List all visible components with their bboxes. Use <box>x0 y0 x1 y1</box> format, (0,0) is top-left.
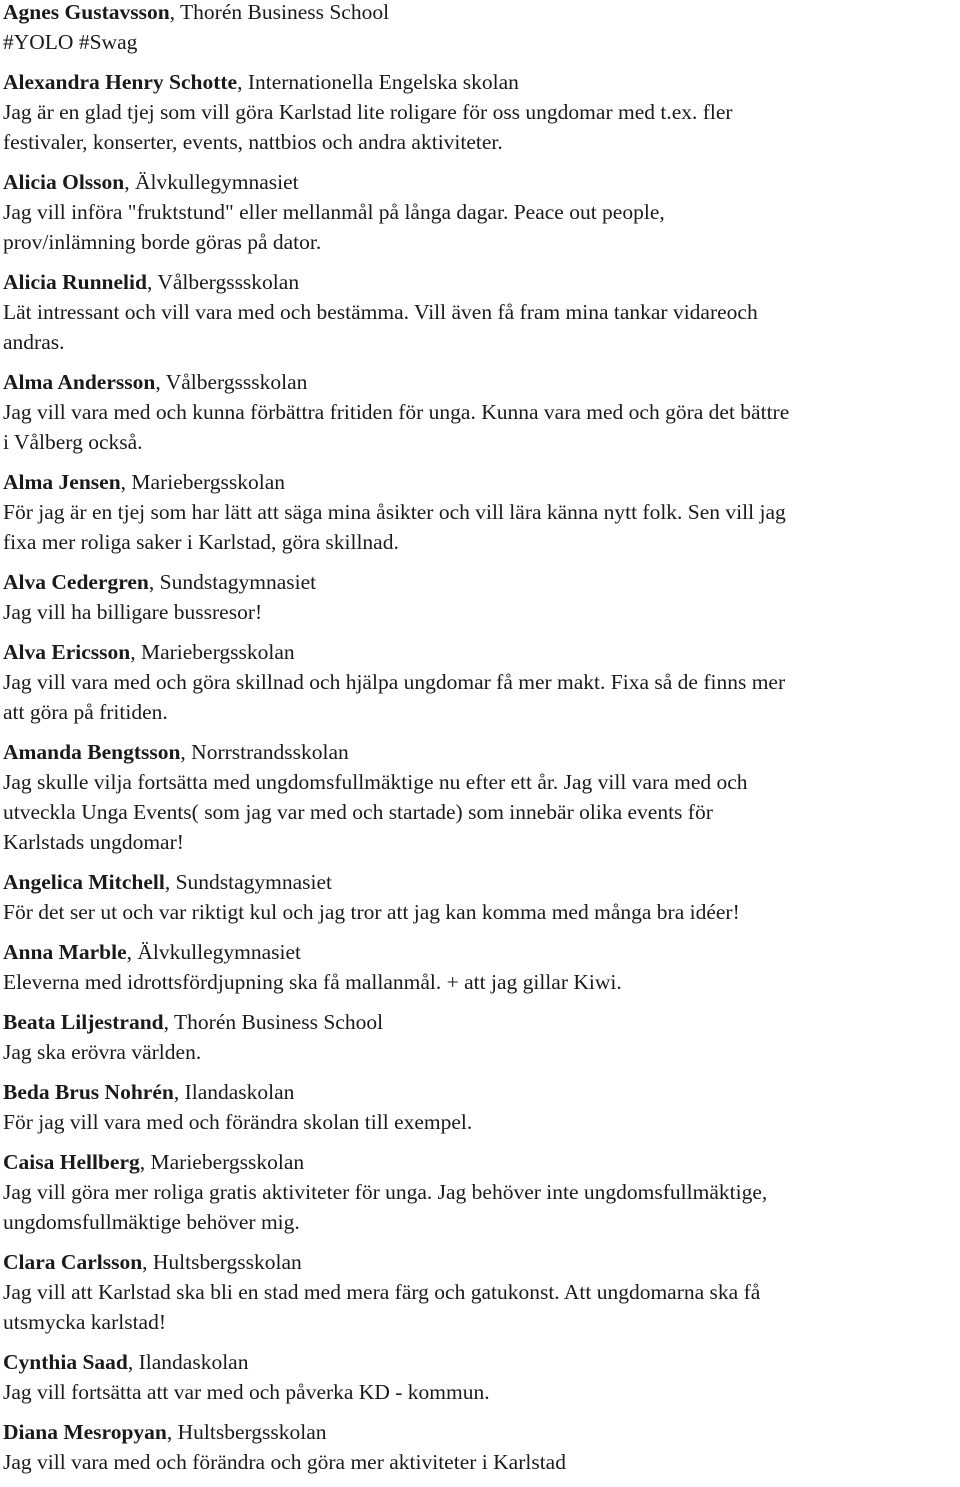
candidate-name: Alicia Olsson <box>3 170 125 194</box>
candidate-entry <box>3 637 958 727</box>
candidate-statement: Jag vill vara med och kunna förbättra fritiden för unga. Kunna vara med och göra det bättre i Vålberg också. <box>3 400 790 454</box>
candidate-entry <box>3 737 958 857</box>
candidate-statement: #YOLO #Swag <box>3 30 138 54</box>
candidate-school: Thorén Business School <box>174 1010 384 1034</box>
candidate-entry <box>3 1417 958 1477</box>
candidate-statement: Eleverna med idrottsfördjupning ska få mallanmål. + att jag gillar Kiwi. <box>3 970 622 994</box>
candidate-list <box>3 0 958 1487</box>
candidate-name: Alma Jensen <box>3 470 121 494</box>
candidate-statement: För jag vill vara med och förändra skolan till exempel. <box>3 1110 473 1134</box>
candidate-entry <box>3 1347 958 1407</box>
candidate-statement: Jag vill göra mer roliga gratis aktiviteter för unga. Jag behöver inte ungdomsfullmäktige, ungdomsfullmäktige behöver mig. <box>3 1180 768 1234</box>
candidate-name: Alma Andersson <box>3 370 156 394</box>
candidate-name: Alexandra Henry Schotte <box>3 70 238 94</box>
candidate-school: Sundstagymnasiet <box>159 570 317 594</box>
candidate-heading: Alicia Runnelid, Vålbergssskolan <box>3 270 300 294</box>
candidate-heading: Cynthia Saad, Ilandaskolan <box>3 1350 249 1374</box>
candidate-heading: Amanda Bengtsson, Norrstrandsskolan <box>3 740 349 764</box>
candidate-entry <box>3 0 958 57</box>
candidate-heading: Alva Ericsson, Mariebergsskolan <box>3 640 295 664</box>
candidate-heading: Alva Cedergren, Sundstagymnasiet <box>3 570 317 594</box>
candidate-name: Beda Brus Nohrén <box>3 1080 174 1104</box>
candidate-school: Internationella Engelska skolan <box>247 70 519 94</box>
candidate-statement: Jag är en glad tjej som vill göra Karlstad lite roligare för oss ungdomar med t.ex. fler festivaler, konserter, events, nattbios och andra aktiviteter. <box>3 100 733 154</box>
candidate-school: Mariebergsskolan <box>131 470 286 494</box>
candidate-school: Älvkullegymnasiet <box>135 170 299 194</box>
candidate-entry <box>3 1077 958 1137</box>
candidate-heading: Alma Jensen, Mariebergsskolan <box>3 470 286 494</box>
candidate-school: Älvkullegymnasiet <box>137 940 301 964</box>
candidate-school: Vålbergssskolan <box>157 270 300 294</box>
candidate-school: Hultsbergsskolan <box>177 1420 327 1444</box>
candidate-name: Anna Marble <box>3 940 127 964</box>
candidate-name: Alva Cedergren <box>3 570 149 594</box>
candidate-statement: Jag vill fortsätta att var med och påverka KD - kommun. <box>3 1380 490 1404</box>
candidate-heading: Angelica Mitchell, Sundstagymnasiet <box>3 870 333 894</box>
candidate-school: Ilandaskolan <box>138 1350 249 1374</box>
candidate-entry <box>3 467 958 557</box>
candidate-name: Angelica Mitchell <box>3 870 165 894</box>
candidate-school: Ilandaskolan <box>184 1080 295 1104</box>
candidate-entry <box>3 367 958 457</box>
candidate-name: Alicia Runnelid <box>3 270 147 294</box>
candidate-heading: Beda Brus Nohrén, Ilandaskolan <box>3 1080 295 1104</box>
candidate-entry <box>3 867 958 927</box>
candidate-entry <box>3 1247 958 1337</box>
candidate-heading: Alexandra Henry Schotte, Internationella Engelska skolan <box>3 70 519 94</box>
candidate-name: Beata Liljestrand <box>3 1010 164 1034</box>
candidate-heading: Caisa Hellberg, Mariebergsskolan <box>3 1150 305 1174</box>
candidate-statement: Jag ska erövra världen. <box>3 1040 202 1064</box>
candidate-statement: Lät intressant och vill vara med och bestämma. Vill även få fram mina tankar vidareoch andras. <box>3 300 758 354</box>
candidate-name: Clara Carlsson <box>3 1250 143 1274</box>
candidate-school: Sundstagymnasiet <box>175 870 333 894</box>
candidate-statement: Jag vill införa "fruktstund" eller mellanmål på långa dagar. Peace out people, prov/inlämning borde göras på dator. <box>3 200 665 254</box>
candidate-school: Mariebergsskolan <box>150 1150 305 1174</box>
candidate-heading: Diana Mesropyan, Hultsbergsskolan <box>3 1420 327 1444</box>
candidate-statement: Jag vill ha billigare bussresor! <box>3 600 263 624</box>
candidate-entry <box>3 1147 958 1237</box>
candidate-school: Vålbergssskolan <box>165 370 308 394</box>
candidate-statement: Jag vill att Karlstad ska bli en stad med mera färg och gatukonst. Att ungdomarna ska få utsmycka karlstad! <box>3 1280 761 1334</box>
candidate-entry <box>3 167 958 257</box>
candidate-statement: Jag vill vara med och göra skillnad och hjälpa ungdomar få mer makt. Fixa så de finns mer att göra på fritiden. <box>3 670 786 724</box>
candidate-entry <box>3 1007 958 1067</box>
candidate-school: Hultsbergsskolan <box>152 1250 302 1274</box>
candidate-statement: Jag vill vara med och förändra och göra mer aktiviteter i Karlstad <box>3 1450 566 1474</box>
candidate-statement: För jag är en tjej som har lätt att säga mina åsikter och vill lära känna nytt folk. Sen vill jag fixa mer roliga saker i Karlstad, göra skillnad. <box>3 500 786 554</box>
candidate-school: Thorén Business School <box>180 0 390 24</box>
candidate-heading: Clara Carlsson, Hultsbergsskolan <box>3 1250 302 1274</box>
candidate-entry <box>3 267 958 357</box>
candidate-name: Alva Ericsson <box>3 640 131 664</box>
candidate-entry <box>3 567 958 627</box>
candidate-statement: Jag skulle vilja fortsätta med ungdomsfullmäktige nu efter ett år. Jag vill vara med och utveckla Unga Events( som jag var med och startade) som innebär olika events för Karlstads ungdomar! <box>3 770 748 854</box>
candidate-heading: Alicia Olsson, Älvkullegymnasiet <box>3 170 299 194</box>
candidate-name: Agnes Gustavsson <box>3 0 170 24</box>
candidate-heading: Anna Marble, Älvkullegymnasiet <box>3 940 301 964</box>
candidate-heading: Beata Liljestrand, Thorén Business School <box>3 1010 384 1034</box>
candidate-name: Caisa Hellberg <box>3 1150 140 1174</box>
candidate-statement: För det ser ut och var riktigt kul och jag tror att jag kan komma med många bra idéer! <box>3 900 740 924</box>
candidate-name: Amanda Bengtsson <box>3 740 181 764</box>
candidate-school: Mariebergsskolan <box>140 640 295 664</box>
candidate-entry <box>3 67 958 157</box>
candidate-school: Norrstrandsskolan <box>191 740 349 764</box>
candidate-heading: Alma Andersson, Vålbergssskolan <box>3 370 308 394</box>
candidate-heading: Agnes Gustavsson, Thorén Business School <box>3 0 390 24</box>
candidate-entry <box>3 937 958 997</box>
candidate-name: Cynthia Saad <box>3 1350 128 1374</box>
candidate-name: Diana Mesropyan <box>3 1420 167 1444</box>
